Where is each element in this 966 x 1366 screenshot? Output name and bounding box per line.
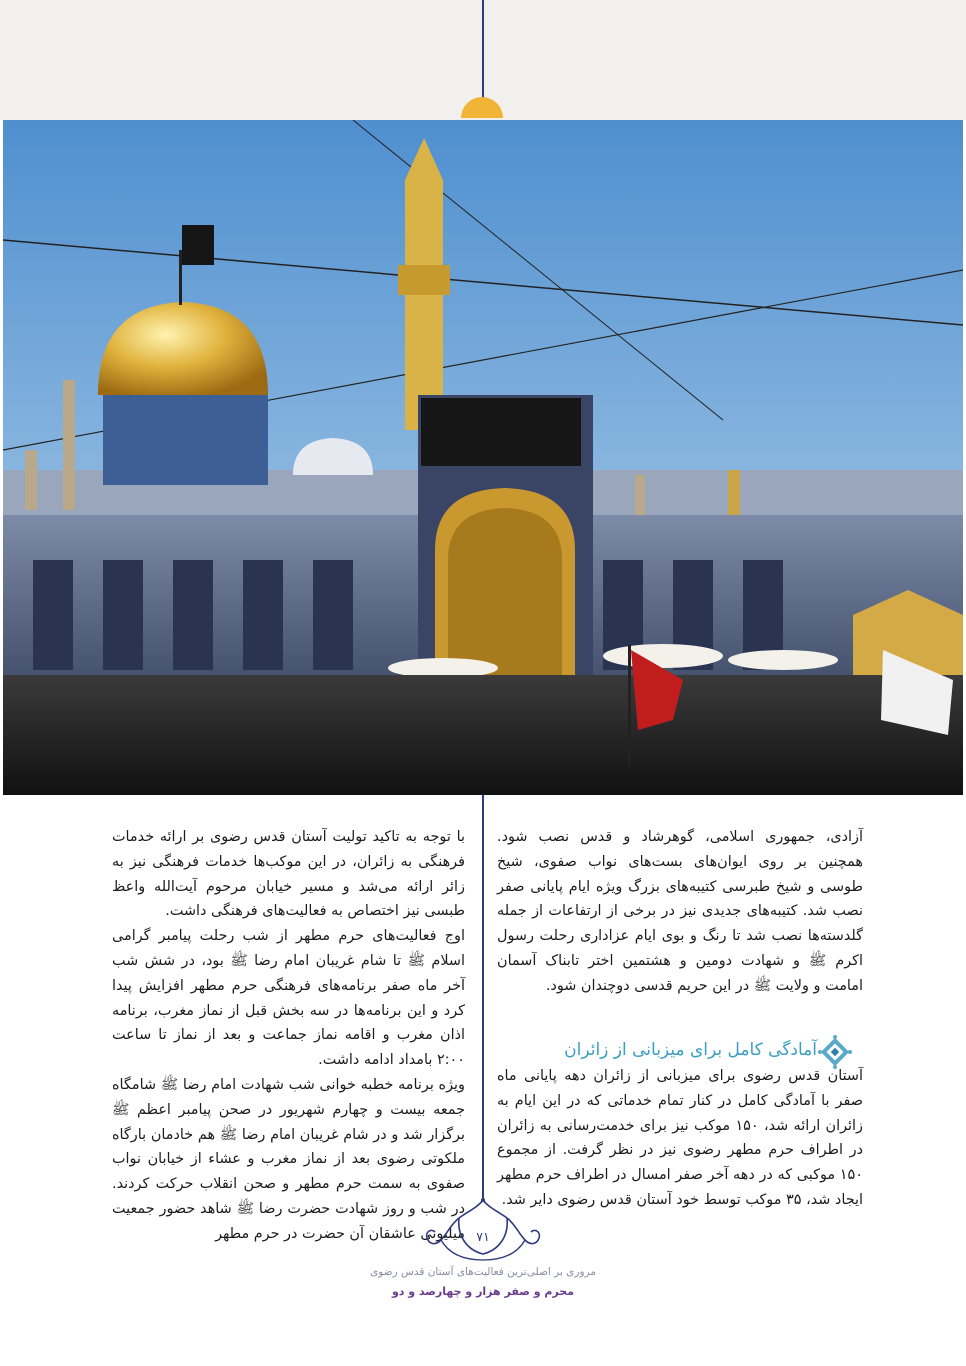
right-column-bottom (497, 1064, 863, 1213)
page-number: ۷۱ (476, 1229, 490, 1244)
left-paragraph-1: با توجه به تاکید تولیت آستان قدس رضوی بر ارائه خدمات فرهنگی به زائران، در این موکب‌ها خدمات فرهنگی نیز به زائر ارائه می‌شد و مسیر خیابان مرحوم آیت‌الله واعظ طبسی نیز اختصاص به فعالیت‌های فرهنگی داشت. (112, 829, 465, 920)
center-divider-top (482, 0, 484, 100)
right-column-top (497, 825, 863, 999)
issue-date: محرم و صفر هزار و چهارصد و دو (391, 1285, 575, 1298)
section-heading: آمادگی کامل برای میزبانی از زائران (564, 1040, 817, 1060)
right-paragraph-2: آستان قدس رضوی برای میزبانی از زائران دهه پایانی ماه صفر با آمادگی کامل در کنار تمام خدماتی که در این ایام به زائران ارائه شد، ۱۵۰ موکب نیز برای خدمت‌رسانی به زائران در اطراف حرم مطهر رضوی نیز در نظر گرفت. از مجموع ۱۵۰ موکبی که در دهه آخر صفر امسال در اطراف حرم مطهر ایجاد شد، ۳۵ موکب توسط خود آستان قدس رضوی دایر شد. (497, 1068, 863, 1208)
publication-title: مروری بر اصلی‌ترین فعالیت‌های آستان قدس رضوی (370, 1266, 596, 1278)
left-paragraph-2: اوج فعالیت‌های حرم مطهر از شب رحلت پیامبر گرامی اسلام ﷺ تا شام غریبان امام رضا ﷺ بود، در شش شب آخر ماه صفر برنامه‌های فرهنگی حرم مطهر افزایش پیدا کرد و این برنامه‌ها در سه بخش قبل از نماز مغرب، برنامه اذان مغرب و اقامه نماز جماعت و بعد از نماز تا ساعت ۲:۰۰ بامداد ادامه داشت. (112, 928, 465, 1069)
right-paragraph-1: آزادی، جمهوری اسلامی، گوهرشاد و قدس نصب شود. همچنین بر روی ایوان‌های بست‌های نواب صفوی، شیخ طوسی و شیخ طبرسی کتیبه‌های بزرگ ویژه ایام پایانی صفر نصب شد. کتیبه‌های جدیدی نیز در برخی از ارتفاعات از جمله گلدسته‌ها نصب شد تا رنگ و بوی ایام عزاداری رحلت رسول اکرم ﷺ و شهادت دومین و هشتمین اختر تابناک آسمان امامت و ولایت ﷺ در این حریم قدسی دوچندان شود. (497, 829, 863, 994)
center-divider-middle (482, 795, 484, 1200)
left-paragraph-3: ویژه برنامه خطبه خوانی شب شهادت امام رضا ﷺ شامگاه جمعه بیست و چهارم شهریور در صحن پیامبر اعظم ﷺ برگزار شد و در شام غریبان امام رضا ﷺ هم خادمان بارگاه ملکوتی رضوی بعد از نماز مغرب و عشاء از خیابان نواب صفوی به سمت حرم مطهر و صحن انقلاب حرکت کردند. در شب و روز شهادت حضرت رضا ﷺ شاهد حضور جمعیت میلیونی عاشقان آن حضرت در حرم مطهر (112, 1076, 465, 1242)
shrine-photo (3, 120, 963, 795)
left-column (112, 825, 465, 1247)
